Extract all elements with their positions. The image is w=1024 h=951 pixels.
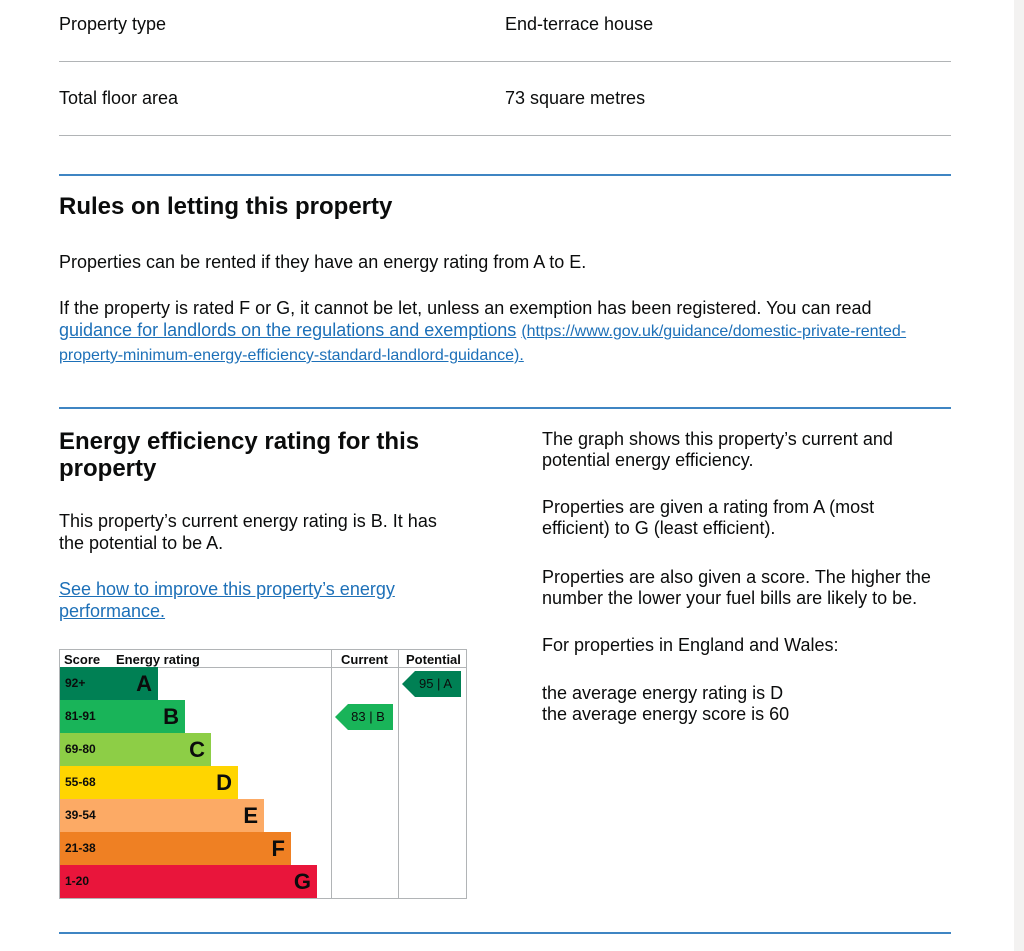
- landlord-guidance-url-2[interactable]: property-minimum-energy-efficiency-standard-landlord-guidance).: [59, 347, 524, 364]
- rating-explanation-line-1: Properties are given a rating from A (most: [542, 497, 875, 517]
- graph-explanation-line-2: potential energy efficiency.: [542, 450, 754, 470]
- score-explanation-line-2: number the lower your fuel bills are likely to be.: [542, 588, 918, 608]
- efficiency-heading: [59, 428, 419, 482]
- section-divider: [59, 174, 951, 176]
- average-rating-text: the average energy rating is D: [542, 683, 784, 703]
- landlord-guidance-link[interactable]: guidance for landlords on the regulations and exemptions: [59, 320, 517, 340]
- energy-rating-chart: [59, 649, 467, 899]
- property-type-value: End-terrace house: [505, 14, 654, 34]
- improve-link-line-2[interactable]: performance.: [59, 601, 166, 621]
- band-score-a: 92+: [60, 667, 107, 700]
- current-rating-text: [59, 510, 437, 554]
- band-letter-a: A: [136, 671, 152, 696]
- score-explanation: [542, 567, 962, 609]
- efficiency-heading-line-1: Energy efficiency rating for this: [59, 428, 420, 455]
- chart-header-potential: Potential: [406, 652, 461, 667]
- current-rating-arrow-label: 83 | B: [351, 709, 385, 724]
- page-edge-strip: [1014, 0, 1024, 951]
- england-wales-text: For properties in England and Wales:: [542, 635, 839, 655]
- band-bar-b: [107, 700, 185, 733]
- row-divider: [59, 61, 951, 62]
- letting-paragraph-2: [59, 297, 959, 367]
- band-score-f: 21-38: [60, 832, 107, 865]
- chart-header-score: Score: [64, 652, 101, 667]
- section-divider: [59, 407, 951, 409]
- band-bar-a: [107, 667, 158, 700]
- section-divider: [59, 932, 951, 934]
- improve-link-line-1[interactable]: See how to improve this property’s energy: [59, 579, 395, 599]
- band-bar-e: [107, 799, 264, 832]
- band-letter-d: D: [216, 770, 232, 795]
- current-rating-line-2: the potential to be A.: [59, 533, 224, 553]
- band-score-c: 69-80: [60, 733, 107, 766]
- band-score-d: 55-68: [60, 766, 107, 799]
- graph-explanation-line-1: The graph shows this property’s current and: [542, 429, 893, 449]
- band-letter-e: E: [243, 803, 258, 828]
- average-score-text: the average energy score is 60: [542, 704, 790, 724]
- current-rating-arrow: [335, 704, 393, 730]
- floor-area-value: 73 square metres: [505, 88, 646, 108]
- band-score-g: 1-20: [60, 865, 107, 898]
- chart-column-divider: [331, 650, 332, 898]
- chart-column-divider: [398, 650, 399, 898]
- band-bar-g: [107, 865, 317, 898]
- letting-paragraph-1: Properties can be rented if they have an energy rating from A to E.: [59, 252, 587, 272]
- chart-header-rating: Energy rating: [116, 652, 200, 667]
- band-bar-c: [107, 733, 211, 766]
- band-bar-d: [107, 766, 238, 799]
- letting-paragraph-2-text: If the property is rated F or G, it cannot be let, unless an exemption has been registered. You can read: [59, 298, 872, 318]
- rating-explanation-line-2: efficient) to G (least efficient).: [542, 518, 776, 538]
- property-type-label: Property type: [59, 14, 167, 34]
- band-bar-f: [107, 832, 291, 865]
- band-letter-c: C: [189, 737, 205, 762]
- floor-area-label: Total floor area: [59, 88, 179, 108]
- rating-explanation: [542, 497, 962, 539]
- row-divider: [59, 135, 951, 136]
- graph-explanation: [542, 429, 962, 471]
- efficiency-heading-line-2: property: [59, 455, 157, 482]
- improve-link[interactable]: [59, 578, 395, 622]
- potential-rating-arrow-label: 95 | A: [418, 676, 452, 691]
- band-letter-g: G: [293, 869, 311, 894]
- average-text: [542, 683, 962, 725]
- score-explanation-line-1: Properties are also given a score. The higher the: [542, 567, 931, 587]
- letting-heading: Rules on letting this property: [59, 193, 393, 220]
- band-letter-f: F: [271, 836, 285, 861]
- landlord-guidance-url-1[interactable]: (https://www.gov.uk/guidance/domestic-private-rented-: [521, 323, 907, 340]
- current-rating-line-1: This property’s current energy rating is B. It has: [59, 511, 437, 531]
- potential-rating-arrow: [402, 671, 461, 697]
- chart-header-current: Current: [341, 652, 388, 667]
- band-score-b: 81-91: [60, 700, 107, 733]
- band-score-e: 39-54: [60, 799, 107, 832]
- band-letter-b: B: [163, 704, 179, 729]
